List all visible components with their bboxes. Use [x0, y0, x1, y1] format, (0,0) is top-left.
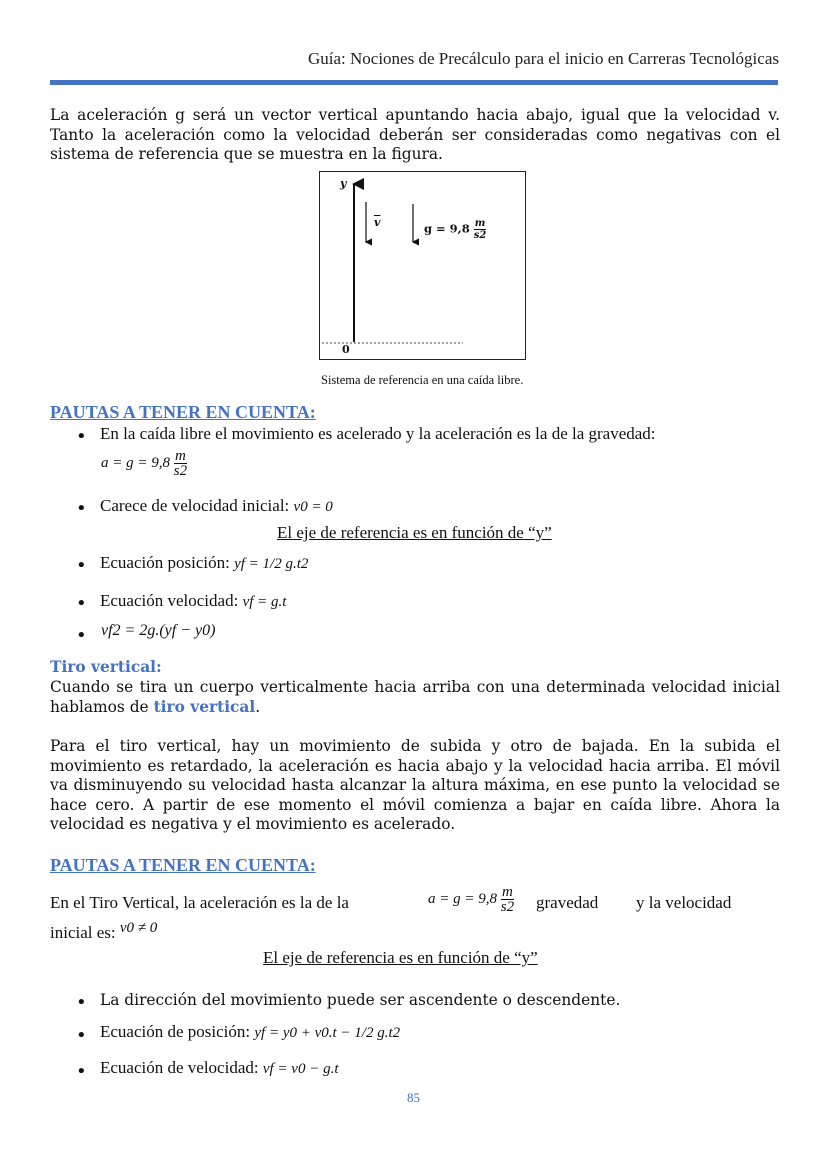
tiro-accel-formula: a = g = 9,8 $\frac{m}{s2}$ [428, 884, 515, 915]
caida-bullet-4: Ecuación velocidad: vf = g.t [100, 591, 287, 610]
tiro-bullet-1: La dirección del movimiento puede ser ascendente o descendente. [100, 991, 621, 1009]
tiro-gravedad-word: gravedad [536, 893, 599, 912]
tiro-bullet-3: Ecuación de velocidad: vf = v0 − g.t [100, 1058, 339, 1077]
figure-axis-label: y [340, 177, 347, 190]
bullet-marker: • [76, 1061, 87, 1082]
caida-bullet-1-formula: a = g = 9,8 $\frac{m}{s2}$ [101, 448, 188, 479]
figure-gravity-label: g = 9,8 $\frac{m}{s2}$ [424, 218, 487, 241]
header-title: Guía: Nociones de Precálculo para el inicio en Carreras Tecnológicas [307, 49, 779, 68]
bullet-marker: • [76, 593, 87, 614]
bullet-marker: • [76, 555, 87, 576]
caida-axis-note: El eje de referencia es en función de “y” [277, 523, 552, 542]
tiro-paragraph-2: Para el tiro vertical, hay un movimiento de subida y otro de bajada. En la subida el movimiento es retardado, la aceleración es hacia abajo y la velocidad hacia arriba. El móvil va disminuyendo su velocidad hasta alcanzar la altura máxima, en ese punto la velocidad se hace cero. A partir de ese momento el móvil comienza a bajar en caída libre. Ahora la velocidad es negativa y el movimiento es acelerado. [50, 737, 780, 834]
tiro-initial-velocity: inicial es: v0 ≠ 0 [50, 920, 158, 942]
intro-paragraph: La aceleración g será un vector vertical apuntando hacia abajo, igual que la velocidad v. Tanto la aceleración como la velocidad deberán ser consideradas como negativas con el sistema de referencia que se muestra en la figura. [50, 106, 780, 164]
tiro-accel-line: En el Tiro Vertical, la aceleración es la de la [50, 893, 349, 912]
posicion-formula: yf = 1/2 g.t2 [234, 556, 309, 572]
bullet-marker: • [76, 992, 87, 1013]
caida-bullet-1: En la caída libre el movimiento es acelerado y la aceleración es la de la gravedad: [100, 424, 656, 443]
bullet-marker: • [76, 426, 87, 447]
caida-bullet-5: vf2 = 2g.(yf − y0) [101, 622, 216, 639]
caida-bullet-2: Carece de velocidad inicial: v0 = 0 [100, 496, 333, 515]
bullet-marker: • [76, 1025, 87, 1046]
pautas-heading-1: PAUTAS A TENER EN CUENTA: [50, 402, 316, 422]
page-number: 85 [407, 1090, 420, 1105]
caida-bullet-3: Ecuación posición: yf = 1/2 g.t2 [100, 553, 309, 572]
pautas-heading-2: PAUTAS A TENER EN CUENTA: [50, 855, 316, 875]
bullet-marker: • [76, 625, 87, 646]
tiro-axis-note: El eje de referencia es en función de “y” [263, 948, 538, 967]
figure-caption: Sistema de referencia en una caída libre. [321, 373, 524, 387]
bullet-marker: • [76, 498, 87, 519]
figure-origin-label: 0 [342, 343, 350, 356]
figure-diagram [320, 172, 525, 359]
tiro-vertical-subheading: Tiro vertical: [50, 658, 162, 676]
tiro-paragraph-1: Cuando se tira un cuerpo verticalmente hacia arriba con una determinada velocidad inicial hablamos de tiro vertical. [50, 678, 780, 716]
tiro-line-end: y la velocidad [636, 893, 732, 912]
figure-velocity-label: $\overline{v}$ [374, 216, 381, 229]
tiro-bullet-2: Ecuación de posición: yf = y0 + v0.t − 1/2 g.t2 [100, 1022, 401, 1041]
reference-figure [319, 171, 526, 360]
header-rule [50, 80, 778, 85]
